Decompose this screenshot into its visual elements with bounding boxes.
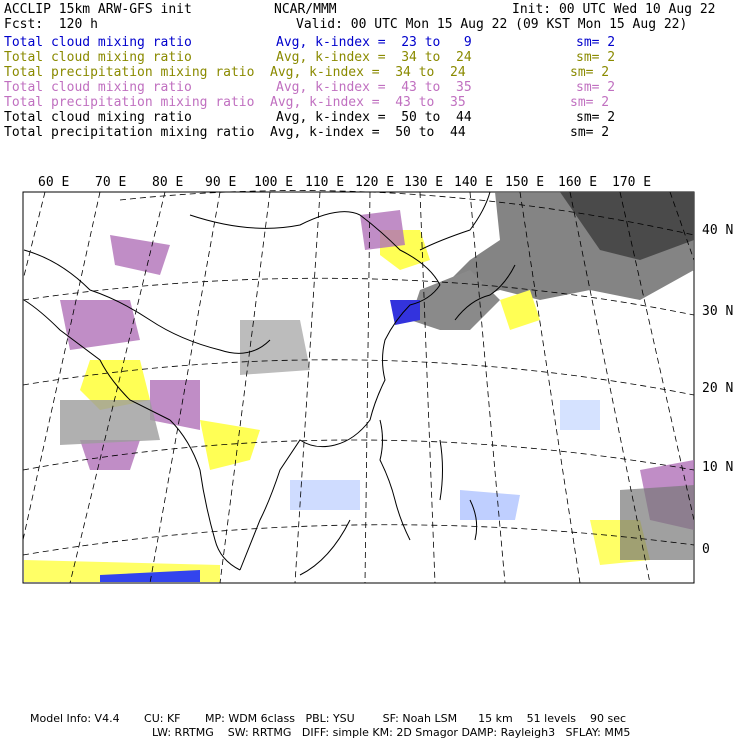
field-avg-7: Avg, k-index = 50 to 44 (270, 125, 466, 140)
lon-label-90e: 90 E (205, 175, 237, 190)
lon-label-170e: 170 E (612, 175, 652, 190)
model-info-line-2: LW: RRTMG SW: RRTMG DIFF: simple KM: 2D Smagor DAMP: Rayleigh3 SFLAY: MM5 (152, 726, 631, 739)
field-sm-5: sm= 2 (570, 95, 610, 110)
field-sm-2: sm= 2 (576, 50, 616, 65)
lon-label-140e: 140 E (454, 175, 494, 190)
field-name-3: Total precipitation mixing ratio (4, 65, 255, 80)
lat-label-0: 0 (702, 542, 710, 557)
lat-label-10n: 10 N (702, 460, 734, 475)
lon-label-160e: 160 E (558, 175, 598, 190)
field-name-7: Total precipitation mixing ratio (4, 125, 255, 140)
model-title: ACCLIP 15km ARW-GFS init (4, 2, 192, 17)
lon-label-60e: 60 E (38, 175, 70, 190)
field-name-2: Total cloud mixing ratio (4, 50, 192, 65)
field-sm-6: sm= 2 (576, 110, 616, 125)
center-label: NCAR/MMM (274, 2, 337, 17)
field-name-6: Total cloud mixing ratio (4, 110, 192, 125)
field-avg-6: Avg, k-index = 50 to 44 (276, 110, 472, 125)
field-avg-2: Avg, k-index = 34 to 24 (276, 50, 472, 65)
lon-label-120e: 120 E (355, 175, 395, 190)
field-name-5: Total precipitation mixing ratio (4, 95, 255, 110)
valid-time: Valid: 00 UTC Mon 15 Aug 22 (09 KST Mon 15 Aug 22) (296, 17, 688, 32)
model-info-line-1: Model Info: V4.4 CU: KF MP: WDM 6class PBL: YSU SF: Noah LSM 15 km 51 levels 90 sec (30, 712, 627, 725)
lon-label-80e: 80 E (152, 175, 184, 190)
forecast-map (0, 170, 740, 590)
field-sm-1: sm= 2 (576, 35, 616, 50)
field-name-1: Total cloud mixing ratio (4, 35, 192, 50)
lon-label-130e: 130 E (404, 175, 444, 190)
lat-label-20n: 20 N (702, 381, 734, 396)
field-sm-7: sm= 2 (570, 125, 610, 140)
init-time: Init: 00 UTC Wed 10 Aug 22 (512, 2, 716, 17)
lon-label-110e: 110 E (305, 175, 345, 190)
field-name-4: Total cloud mixing ratio (4, 80, 192, 95)
field-sm-3: sm= 2 (570, 65, 610, 80)
forecast-hour: Fcst: 120 h (4, 17, 98, 32)
field-sm-4: sm= 2 (576, 80, 616, 95)
field-avg-1: Avg, k-index = 23 to 9 (276, 35, 472, 50)
lon-label-70e: 70 E (95, 175, 127, 190)
lat-label-30n: 30 N (702, 304, 734, 319)
field-avg-5: Avg, k-index = 43 to 35 (270, 95, 466, 110)
lon-label-100e: 100 E (254, 175, 294, 190)
lon-label-150e: 150 E (505, 175, 545, 190)
field-avg-3: Avg, k-index = 34 to 24 (270, 65, 466, 80)
lat-label-40n: 40 N (702, 223, 734, 238)
field-avg-4: Avg, k-index = 43 to 35 (276, 80, 472, 95)
